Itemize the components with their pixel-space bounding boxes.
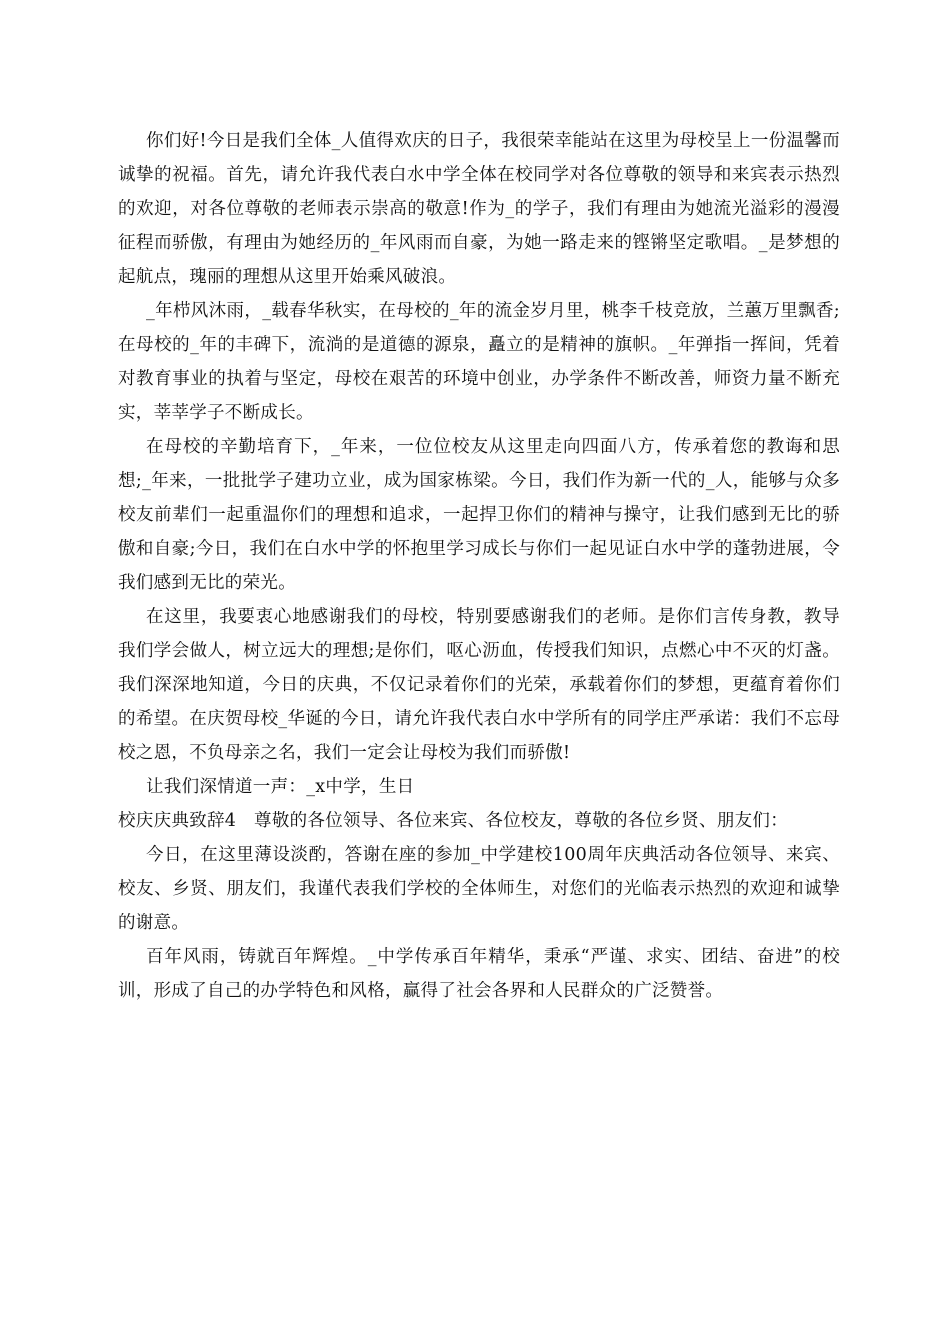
- document-body: [118, 124, 840, 1008]
- paragraph-speech-title: 校庆庆典致辞4 尊敬的各位领导、各位来宾、各位校友，尊敬的各位乡贤、朋友们：: [118, 811, 789, 831]
- paragraph-alumni: 在母校的辛勤培育下，_年来，一位位校友从这里走向四面八方，传承着您的教诲和思想;_年来，一批批学子建功立业，成为国家栋梁。今日，我们作为新一代的_人，能够与众多校友前辈们一起重温你们的理想和追求，一起捍卫你们的精神与操守，让我们感到无比的骄傲和自豪;今日，我们在白水中学的怀抱里学习成长与你们一起见证白水中学的蓬勃进展，令我们感到无比的荣光。: [118, 437, 840, 593]
- paragraph-century: 百年风雨，铸就百年辉煌。_中学传承百年精华，秉承“严谨、求实、团结、奋进”的校训，形成了自己的办学特色和风格，赢得了社会各界和人民群众的广泛赞誉。: [118, 947, 840, 1001]
- paragraph-history: _年栉风沐雨，_载春华秋实，在母校的_年的流金岁月里，桃李千枝竞放，兰蕙万里飘香;在母校的_年的丰碑下，流淌的是道德的源泉，矗立的是精神的旗帜。_年弹指一挥间，凭着对教育事业的执着与坚定，母校在艰苦的环境中创业，办学条件不断改善，师资力量不断充实，莘莘学子不断成长。: [118, 301, 840, 423]
- paragraph-welcome: 今日，在这里薄设淡酌，答谢在座的参加_中学建校100周年庆典活动各位领导、来宾、校友、乡贤、朋友们，我谨代表我们学校的全体师生，对您们的光临表示热烈的欢迎和诚挚的谢意。: [118, 845, 840, 933]
- paragraph-greeting: 你们好!今日是我们全体_人值得欢庆的日子，我很荣幸能站在这里为母校呈上一份温馨而诚挚的祝福。首先，请允许我代表白水中学全体在校同学对各位尊敬的领导和来宾表示热烈的欢迎，对各位尊敬的老师表示崇高的敬意!作为_的学子，我们有理由为她流光溢彩的漫漫征程而骄傲，有理由为她经历的_年风雨而自豪，为她一路走来的铿锵坚定歌唱。_是梦想的起航点，瑰丽的理想从这里开始乘风破浪。: [118, 131, 840, 287]
- paragraph-birthday-wish: 让我们深情道一声：_x中学，生日: [146, 777, 415, 797]
- paragraph-thanks-teachers: 在这里，我要衷心地感谢我们的母校，特别要感谢我们的老师。是你们言传身教，教导我们学会做人，树立远大的理想;是你们，呕心沥血，传授我们知识，点燃心中不灭的灯盏。我们深深地知道，今日的庆典，不仅记录着你们的光荣，承载着你们的梦想，更蕴育着你们的希望。在庆贺母校_华诞的今日，请允许我代表白水中学所有的同学庄严承诺：我们不忘母校之恩，不负母亲之名，我们一定会让母校为我们而骄傲!: [118, 607, 840, 763]
